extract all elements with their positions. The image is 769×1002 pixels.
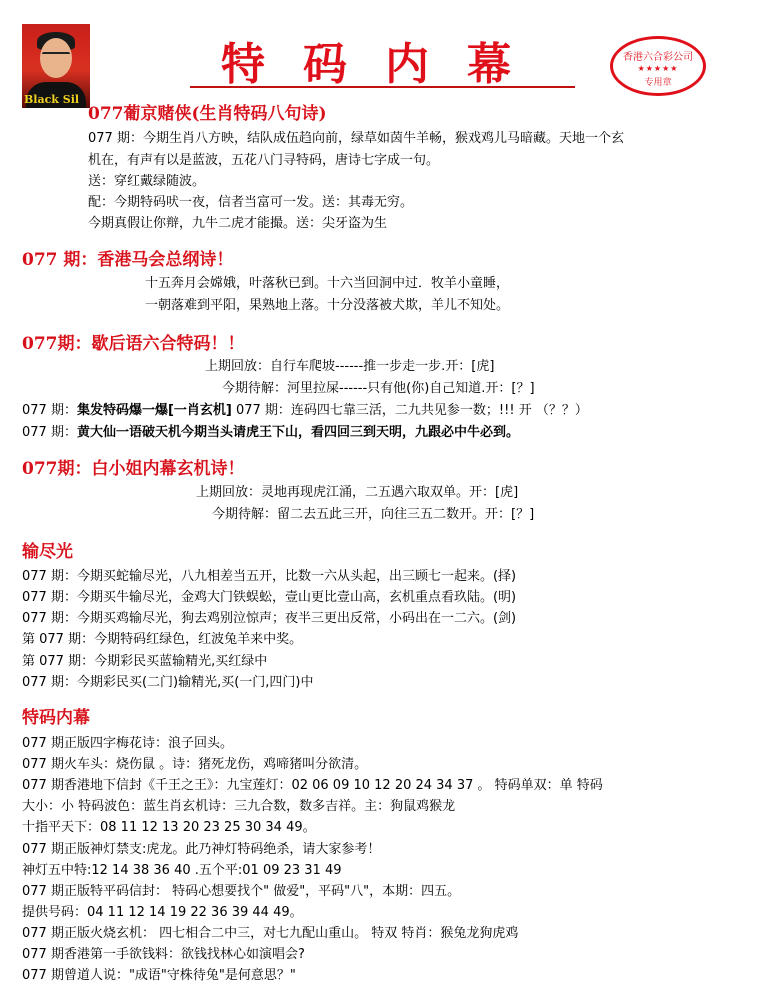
text-line: 神灯五中特:12 14 38 36 40 .五个平:01 09 23 31 49 [22,863,342,878]
text-line: 077 期火车头：烧伤鼠 。诗：猪死龙伤，鸡啼猪叫分欲清。 [22,757,368,772]
seal-stars: ★★★★★ [637,64,679,73]
photo-signature: Black Sil [24,93,80,106]
author-photo [22,24,90,108]
text-line: 077 期正版神灯禁支:虎龙。此乃神灯特码绝杀，请大家参考！ [22,842,381,857]
photo-glasses [42,52,70,60]
section-heading-white-lady-poem: 077期：白小姐内幕玄机诗！ [22,459,245,479]
section-heading-special-code: 特码内幕 [22,708,90,728]
text-line: 第 077 期：今期特码红绿色，红波兔羊来中奖。 [22,632,303,647]
section-heading-riddle: 077期：歇后语六合特码！！ [22,334,245,354]
text-line: 今期真假让你辩，九牛二虎才能撮。送：尖牙盗为生 [88,216,388,231]
text-line: 077 期曾道人说："成语"守株待兔"是何意思？" [22,968,296,983]
text-line: 上期回放：自行车爬坡------推一步走一步.开：[虎] [205,359,495,374]
text-line: 077 期：今期买牛输尽光，金鸡大门铁蜈蚣，壹山更比壹山高，玄机重点看玖陆。(明) [22,590,517,605]
text-line: 机在，有声有以是蓝波，五花八门寻特码，唐诗七字成一句。 [88,153,440,168]
text-line: 077 期：今期买蛇输尽光，八九相差当五开，比数一六从头起，出三顾七一起来。(择) [22,569,517,584]
page-title: 特码内幕 [221,39,549,90]
text-line: 077 期：今期买鸡输尽光，狗去鸡别泣惊声；夜半三更出反常，小码出在一二六。(剑) [22,611,517,626]
section-heading-lose-all: 输尽光 [22,542,73,562]
seal-bottom-text: 专用章 [644,78,672,88]
text-line-prefix: 077 期： [22,403,77,418]
text-line: 十指平天下：08 11 12 13 20 23 25 30 34 49。 [22,820,316,835]
text-line-bold: 集发特码爆一爆[一肖玄机] [76,403,232,418]
company-seal [610,36,706,96]
seal-top-text: 香港六合彩公司 [623,52,693,63]
text-line-rest: 今期当头请虎王下山，看四回三到天明，九跟必中牛必到。 [180,425,519,440]
text-line-prefix: 077 期： [22,425,77,440]
text-line-rest: 077 期：连码四七靠三活，二九共见参一数；!!! 开 （？？） [231,403,588,418]
section-heading-jockey-club-poem: 077 期：香港马会总纲诗！ [22,250,234,270]
text-line: 今期待解：留二去五此三开，向往三五二数开。开：[？] [212,507,535,522]
text-line: 上期回放：灵地再现虎江涌，二五遇六取双单。开：[虎] [196,485,519,500]
text-line [22,426,519,439]
text-line: 送：穿红戴绿随波。 [88,174,206,189]
text-line: 十五奔月会嫦娥，叶落秋已到。十六当回洞中过．牧羊小童睡， [145,276,510,291]
text-line: 077 期正版特平码信封： 特码心想要找个" 做爱"，平码"八"，本期：四五。 [22,884,461,899]
text-line: 第 077 期：今期彩民买蓝输精光,买红绿中 [22,654,268,669]
text-line: 077 期香港地下信封《千王之王》：九宝莲灯：02 06 09 10 12 20 24 34 37 。 特码单双：单 特码 [22,778,603,793]
text-line: 077 期：今期彩民买(二门)输精光,买(一门,四门)中 [22,675,314,690]
text-line: 077 期正版四字梅花诗：浪子回头。 [22,736,233,751]
text-line: 配：今期特码吠一夜，信者当富可一发。送：其毒无穷。 [88,195,414,210]
text-line: 今期待解：河里拉屎------只有他(你)自己知道.开：[？] [222,381,535,396]
title-underline [190,86,575,88]
text-line: 077 期：今期生肖八方映，结队成伍趋向前，绿草如茵牛羊畅，猴戏鸡儿马暗藏。天地一个玄 [88,131,624,146]
text-line-bold: 黄大仙一语破天机 [76,425,181,440]
text-line [22,404,588,417]
text-line: 提供号码：04 11 12 14 19 22 36 39 44 49。 [22,905,303,920]
text-line: 大小：小 特码波色：蓝生肖玄机诗：三九合数，数多吉祥。主：狗鼠鸡猴龙 [22,799,456,814]
text-line: 一朝落难到平阳，果熟地上落。十分没落被犬欺，羊儿不知处。 [145,298,510,313]
text-line: 077 期正版火烧玄机： 四七相合二中三，对七九配山重山。 特双 特肖：猴兔龙狗虎鸡 [22,926,519,941]
section-heading-gamblers-poem: 077葡京赌侠(生肖特码八句诗) [88,104,327,124]
text-line: 077 期香港第一手欲钱料：欲钱找林心如演唱会? [22,947,305,962]
